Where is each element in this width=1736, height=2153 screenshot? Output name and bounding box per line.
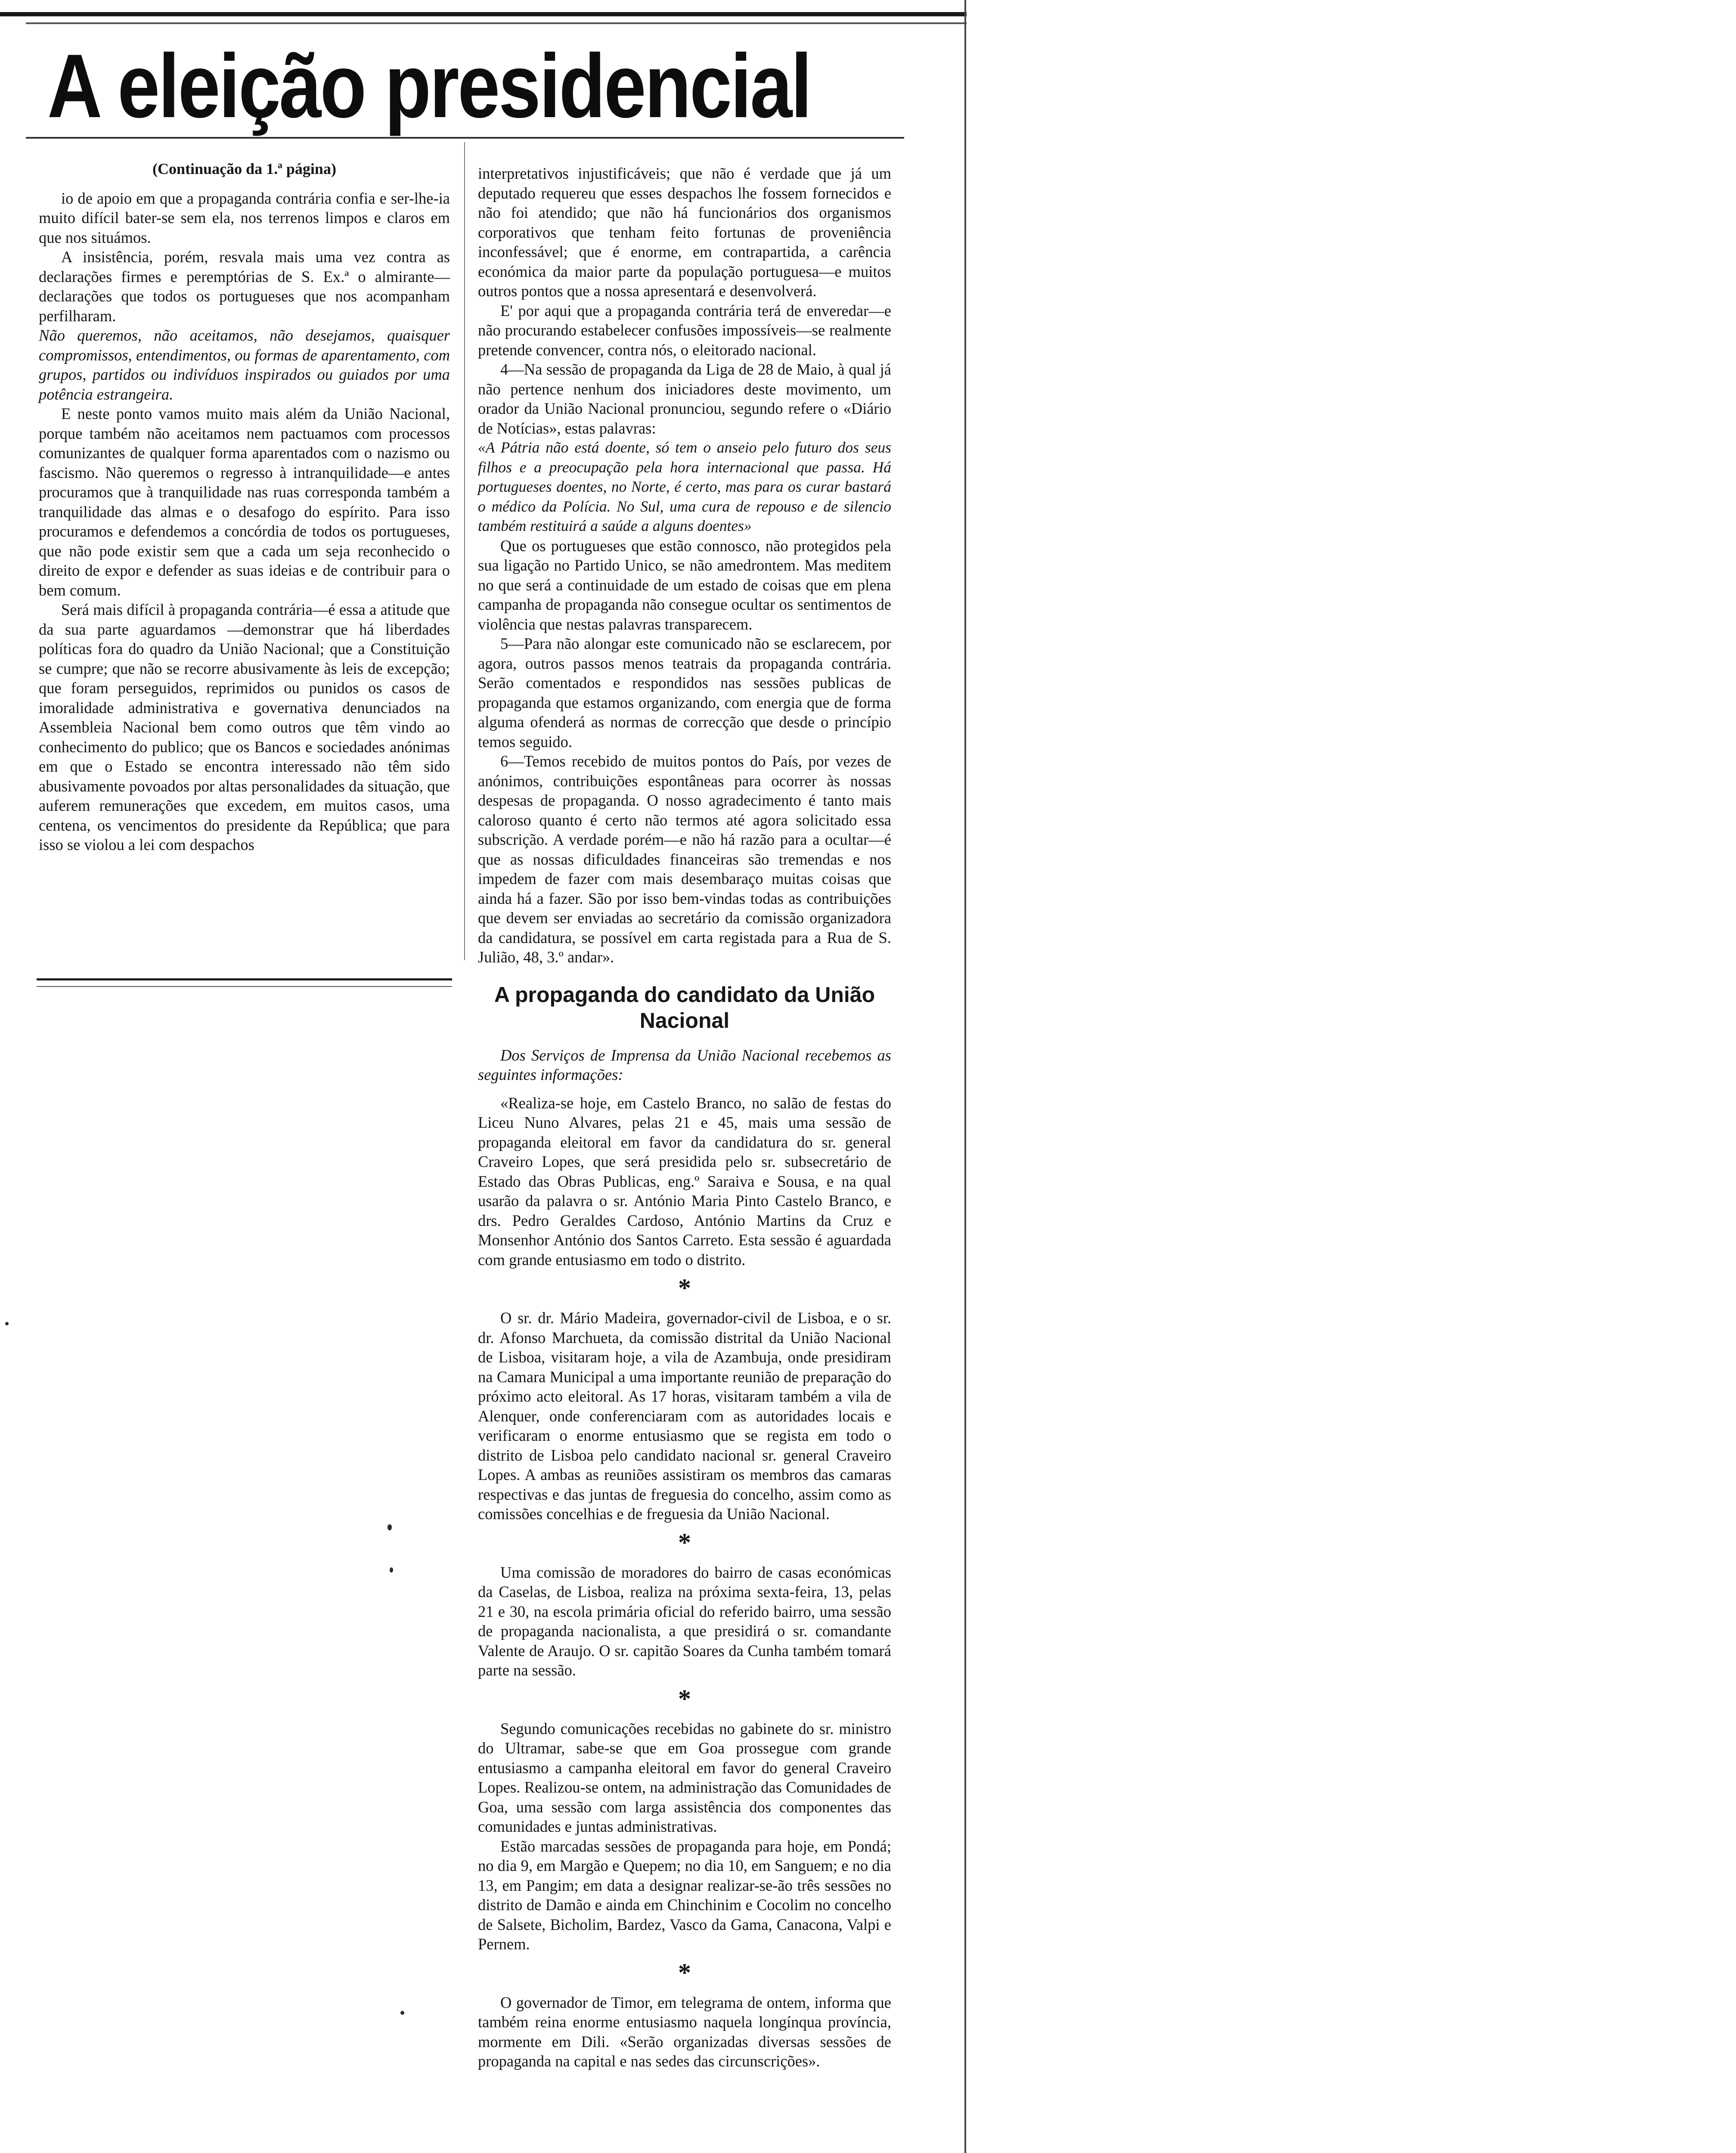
- paragraph: E' por aqui que a propaganda contrária terá de enveredar—e não procurando estabelecer confusões impossíveis—se realmente pretende convencer, contra nós, o eleitorado nacional.: [478, 301, 891, 359]
- news-item: O sr. dr. Mário Madeira, governador-civil de Lisboa, e o sr. dr. Afonso Marchueta, da comissão distrital da União Nacional de Lisboa, visitaram hoje, a vila de Azambuja, onde presidiram na Camara Municipal a uma importante reunião de preparação do próximo acto eleitoral. As 17 horas, visitaram também a vila de Alenquer, onde conferenciaram com as autoridades locais e verificaram o enorme entusiasmo que se regista em todo o distrito de Lisboa pelo candidato nacional sr. general Craveiro Lopes. A ambas as reuniões assistiram os membros das camaras respectivas e das juntas de freguesia do concelho, assim como as comissões concelhias e de freguesia da União Nacional.: [478, 1309, 891, 1523]
- scan-speck: [390, 1567, 393, 1573]
- top-rule-thin: [26, 22, 967, 24]
- news-item: O governador de Timor, em telegrama de ontem, informa que também reina enorme entusiasmo naquela longínqua província, mormente em Dili. «Serão organizadas diversas sessões de propaganda na capital e nas sedes das circunscrições».: [478, 1993, 891, 2070]
- scan-speck: [388, 1524, 392, 1530]
- italic-text: Não queremos, não aceitamos, não desejamos, quaisquer compromissos, entendimentos, ou formas de aparentamento, com grupos, partidos ou indivíduos inspirados ou guiados por uma potência estrangeira.: [39, 326, 450, 403]
- continuation-note: (Continuação da 1.ª página): [152, 160, 336, 177]
- paragraph: 6—Temos recebido de muitos pontos do País, por vezes de anónimos, contribuições espontâneas para ocorrer às nossas despesas de propaganda. O nosso agradecimento é tanto mais caloroso quanto é certo não termos até agora solicitado essa subscrição. A verdade porém—e não há razão para a ocultar—é que as nossas dificuldades financeiras são tremendas e nos impedem de fazer com mais desembaraço muitas coisas que ainda há a fazer. São por isso bem-vindas todas as contribuições que devem ser enviadas ao secretário da comissão organizadora da candidatura, se possível em carta registada para a Rua de S. Julião, 48, 3.º andar».: [478, 752, 891, 966]
- quotation: [478, 438, 891, 536]
- italic-paragraph: [39, 326, 450, 404]
- news-item: Uma comissão de moradores do bairro de casas económicas da Caselas, de Lisboa, realiza na próxima sexta-feira, 13, pelas 21 e 30, na escola primária oficial do referido bairro, uma sessão de propaganda nacionalista, a que presidirá o sr. comandante Valente de Araujo. O sr. capitão Soares da Cunha também tomará parte na sessão.: [478, 1563, 891, 1679]
- column-divider: [464, 142, 465, 960]
- paragraph: Será mais difícil à propaganda contrária—é essa a atitude que da sua parte aguardamos —demonstrar que há liberdades políticas fora do quadro da União Nacional; que a Constituição se cumpre; que não se recorre abusivamente às leis de excepção; que foram perseguidos, reprimidos ou punidos os casos de imoralidade administrativa e governativa denunciados na Assembleia Nacional bem como outros que têm vindo ao conhecimento do publico; que os Bancos e sociedades anónimas em que o Estado se encontra interessado não têm sido abusivamente povoados por altas personalidades da situação, que auferem remunerações que excedem, em muitos casos, uma centena, os vencimentos do presidente da República; que para isso se violou a lei com despachos: [39, 601, 450, 853]
- clipping-right-edge: [964, 0, 966, 2153]
- headline: A eleição presidencial: [47, 35, 811, 137]
- paragraph: io de apoio em que a propaganda contrária confia e ser-lhe-ia muito difícil bater-se sem ela, nos terrenos limpos e claros em que nos situámos.: [39, 189, 450, 246]
- news-item: Segundo comunicações recebidas no gabinete do sr. ministro do Ultramar, sabe-se que em Goa prossegue com grande entusiasmo a campanha eleitoral em favor do general Craveiro Lopes. Realizou-se ontem, na administração das Comunidades de Goa, uma sessão com larga assistência dos componentes das comunidades e juntas administrativas.: [478, 1719, 891, 1835]
- section-intro: Dos Serviços de Imprensa da União Nacional recebemos as seguintes informações:: [478, 1046, 891, 1083]
- article-column-2: [478, 164, 891, 2071]
- column1-bottom-rule: [37, 978, 452, 980]
- paragraph: 4—Na sessão de propaganda da Liga de 28 de Maio, à qual já não pertence nenhum dos iniciadores deste movimento, um orador da União Nacional pronunciou, segundo refere o «Diário de Notícias», estas palavras:: [478, 360, 891, 437]
- separator-asterisk: *: [678, 1274, 691, 1302]
- section-heading: A propaganda do candidato da União Nacional: [494, 982, 875, 1033]
- separator-asterisk: *: [678, 1958, 691, 1987]
- paragraph: interpretativos injustificáveis; que não é verdade que já um deputado requereu que esses despachos lhe fossem fornecidos e não foi atendido; que não há funcionários dos organismos corporativos que tenham feito fortunas de proveniência inconfessável; que é enorme, em contrapartida, a carência económica da maior parte da população portuguesa—e muitos outros pontos que a nossa apresentará e desenvolverá.: [478, 164, 891, 300]
- separator-asterisk: *: [678, 1684, 691, 1713]
- paragraph: E neste ponto vamos muito mais além da União Nacional, porque também não aceitamos nem pactuamos com processos comunizantes de qualquer forma aparentados com o nazismo ou fascismo. Não queremos o regresso à intranquilidade—e antes procuramos que à tranquilidade nas ruas corresponda também a tranquilidade das almas e o desafogo do espírito. Para isso procuramos e defendemos a concórdia de todos os portugueses, que não pode existir sem que a cada um seja reconhecido o direito de expor e defender as suas ideias e de contribuir para o bem comum.: [39, 405, 450, 599]
- headline-rule: [26, 137, 904, 139]
- paragraph: Que os portugueses que estão connosco, não protegidos pela sua ligação no Partido Unico, se não amedrontem. Mas meditem no que será a continuidade de um estado de coisas que em plena campanha de propaganda não consegue ocultar os sentimentos de violência que nestas palavras transparecem.: [478, 537, 891, 633]
- paragraph: 5—Para não alongar este comunicado não se esclarecem, por agora, outros passos menos teatrais da propaganda contrária. Serão comentados e respondidos nas sessões publicas de propaganda que estamos organizando, com energia que de forma alguma ofenderá as normas de correcção que desde o princípio temos seguido.: [478, 635, 891, 751]
- news-item: Estão marcadas sessões de propaganda para hoje, em Pondá; no dia 9, em Margão e Quepem; no dia 10, em Sanguem; e no dia 13, em Pangim; em data a designar realizar-se-ão três sessões no distrito de Damão e ainda em Chinchinim e Cocolim no concelho de Salsete, Bicholim, Bardez, Vasco da Gama, Canacona, Valpi e Pernem.: [478, 1837, 891, 1953]
- article-column-1: [39, 159, 450, 855]
- scan-speck: [5, 1322, 9, 1325]
- news-item: «Realiza-se hoje, em Castelo Branco, no salão de festas do Liceu Nuno Alvares, pelas 21 e 45, mais uma sessão de propaganda eleitoral em favor da candidatura do sr. general Craveiro Lopes, que será presidida pelo sr. subsecretário de Estado das Obras Publicas, eng.º Saraiva e Sousa, e na qual usarão da palavra o sr. António Maria Pinto Castelo Branco, e drs. Pedro Geraldes Cardoso, António Martins da Cruz e Monsenhor António dos Santos Carreto. Esta sessão é aguardada com grande entusiasmo em todo o distrito.: [478, 1094, 891, 1269]
- quoted-speech: «A Pátria não está doente, só tem o anseio pelo futuro dos seus filhos e a preocupação pela hora internacional que passa. Há portugueses doentes, no Norte, é certo, mas para os curar bastará o médico da Polícia. No Sul, uma cura de repouso e de silencio também restituirá a saúde a alguns doentes»: [478, 439, 891, 534]
- top-rule: [0, 12, 967, 16]
- column1-bottom-rule-thin: [37, 986, 452, 987]
- paragraph: A insistência, porém, resvala mais uma vez contra as declarações firmes e peremptórias de S. Ex.ª o almirante—declarações que todos os portugueses que nos acompanham perfilharam.: [39, 248, 450, 325]
- separator-asterisk: *: [678, 1528, 691, 1557]
- scan-speck: [400, 2011, 404, 2015]
